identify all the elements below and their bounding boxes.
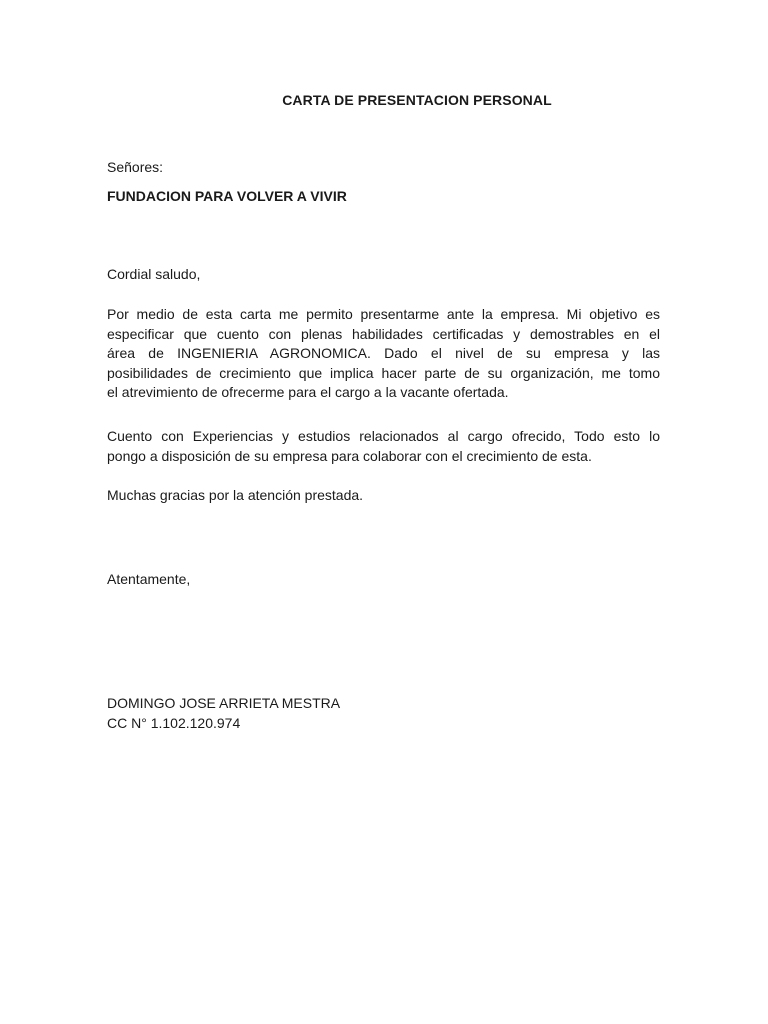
closing-line: Atentamente,	[107, 571, 191, 587]
paragraph-line: pongo a disposición de su empresa para colaborar con el crecimiento de esta.	[107, 447, 592, 464]
signer-id: CC N° 1.102.120.974	[107, 715, 241, 731]
paragraph-line: el atrevimiento de ofrecerme para el cargo a la vacante ofertada.	[107, 384, 509, 400]
recipient-name: FUNDACION PARA VOLVER A VIVIR	[107, 188, 347, 204]
paragraph-line: Cuento con Experiencias y estudios relacionados al cargo ofrecido, Todo esto lo	[107, 428, 660, 444]
body-paragraph-1	[107, 305, 660, 403]
signer-name: DOMINGO JOSE ARRIETA MESTRA	[107, 695, 341, 711]
paragraph-line: área de INGENIERIA AGRONOMICA. Dado el nivel de su empresa y las	[107, 345, 660, 361]
thanks-line: Muchas gracias por la atención prestada.	[107, 487, 364, 503]
greeting: Cordial saludo,	[107, 266, 201, 282]
paragraph-line: Por medio de esta carta me permito presentarme ante la empresa. Mi objetivo es	[107, 306, 660, 322]
letter-title: CARTA DE PRESENTACION PERSONAL	[282, 92, 552, 108]
body-paragraph-2	[107, 427, 660, 466]
paragraph-line: posibilidades de crecimiento que implica hacer parte de su organización, me tomo	[107, 364, 660, 381]
salutation-prefix: Señores:	[107, 159, 164, 175]
paragraph-line: especificar que cuento con plenas habilidades certificadas y demostrables en el	[107, 325, 660, 342]
